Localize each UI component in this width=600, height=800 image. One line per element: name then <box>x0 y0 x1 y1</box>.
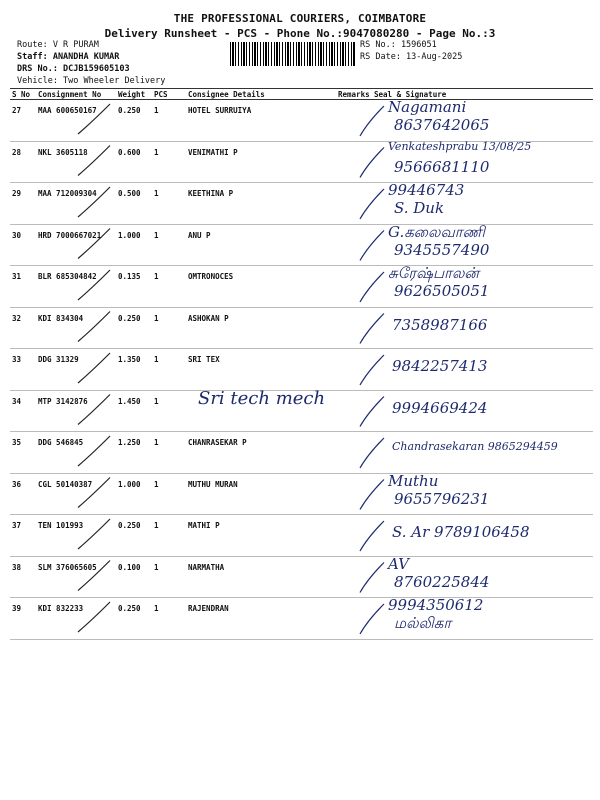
drs-number: DRS No.: DCJB159605103 <box>17 64 130 74</box>
rs-number: RS No.: 1596051 <box>360 40 437 50</box>
sno-cell: 39 <box>10 598 36 640</box>
handwritten-signature: S. Duk <box>394 199 445 217</box>
weight-cell: 0.100 <box>116 556 152 598</box>
pcs-cell: 1 <box>152 515 186 557</box>
remarks-cell <box>336 473 372 515</box>
handwritten-signature: 8637642065 <box>394 116 490 134</box>
pcs-cell: 1 <box>152 556 186 598</box>
table-row <box>10 432 593 474</box>
weight-cell: 0.250 <box>116 100 152 142</box>
remarks-cell <box>336 266 372 308</box>
rs-date: RS Date: 13-Aug-2025 <box>360 52 463 62</box>
consignment-cell: DDG 546845 <box>36 432 116 474</box>
remarks-cell <box>336 598 372 640</box>
pcs-cell: 1 <box>152 183 186 225</box>
remarks-cell <box>336 349 372 391</box>
sno-cell: 30 <box>10 224 36 266</box>
handwritten-signature: Muthu <box>388 471 439 490</box>
consignment-cell: DDG 31329 <box>36 349 116 391</box>
pcs-cell: 1 <box>152 473 186 515</box>
weight-cell: 1.250 <box>116 432 152 474</box>
consignment-cell: MAA 712009304 <box>36 183 116 225</box>
signature-cell <box>372 598 593 640</box>
table-row <box>10 224 593 266</box>
weight-cell: 0.250 <box>116 598 152 640</box>
signature-cell <box>372 556 593 598</box>
remarks-cell <box>336 515 372 557</box>
pcs-cell: 1 <box>152 224 186 266</box>
consignment-cell: MTP 3142876 <box>36 390 116 432</box>
sno-cell: 36 <box>10 473 36 515</box>
handwritten-signature: 99446743 <box>388 181 465 199</box>
pcs-cell: 1 <box>152 432 186 474</box>
remarks-cell <box>336 432 372 474</box>
remarks-cell <box>336 224 372 266</box>
table-row <box>10 141 593 183</box>
weight-cell: 0.250 <box>116 307 152 349</box>
vehicle: Vehicle: Two Wheeler Delivery <box>17 76 166 86</box>
consignee-cell: SRI TEX <box>186 349 336 391</box>
handwritten-signature: 9842257413 <box>392 357 488 375</box>
weight-cell: 0.500 <box>116 183 152 225</box>
weight-cell: 1.350 <box>116 349 152 391</box>
runsheet-info-left <box>17 39 165 87</box>
handwritten-signature: Chandrasekaran 9865294459 <box>392 440 558 453</box>
sno-cell: 34 <box>10 390 36 432</box>
consignee-cell: MATHI P <box>186 515 336 557</box>
table-row <box>10 349 593 391</box>
col-consignment: Consignment No <box>36 89 116 100</box>
remarks-cell <box>336 100 372 142</box>
signature-cell <box>372 100 593 142</box>
consignment-cell: NKL 3605118 <box>36 141 116 183</box>
handwritten-signature: S. Ar 9789106458 <box>392 523 530 541</box>
pcs-cell: 1 <box>152 598 186 640</box>
table-row <box>10 307 593 349</box>
consignment-cell: HRD 7000667021 <box>36 224 116 266</box>
sno-cell: 38 <box>10 556 36 598</box>
signature-cell <box>372 183 593 225</box>
pcs-cell: 1 <box>152 307 186 349</box>
handwritten-signature: 9566681110 <box>394 157 490 176</box>
sno-cell: 35 <box>10 432 36 474</box>
consignment-cell: KDI 834304 <box>36 307 116 349</box>
signature-cell <box>372 307 593 349</box>
sno-cell: 29 <box>10 183 36 225</box>
handwritten-signature: 9345557490 <box>394 240 490 259</box>
handwritten-note: Sri tech mech <box>198 388 326 409</box>
table-row <box>10 266 593 308</box>
table-header <box>10 89 593 100</box>
consignment-cell: SLM 376065605 <box>36 556 116 598</box>
handwritten-signature: Nagamani <box>388 98 467 116</box>
sno-cell: 28 <box>10 141 36 183</box>
weight-cell: 0.135 <box>116 266 152 308</box>
handwritten-signature: 9994350612 <box>388 596 484 614</box>
col-remarks: Remarks <box>336 89 372 100</box>
table-row <box>10 100 593 142</box>
handwritten-signature: 9626505051 <box>394 282 490 300</box>
col-signature: Seal & Signature <box>372 89 593 100</box>
runsheet-subtitle: Delivery Runsheet - PCS - Phone No.:9047080280 - Page No.:3 <box>104 27 496 40</box>
signature-cell <box>372 390 593 432</box>
consignee-cell: KEETHINA P <box>186 183 336 225</box>
sno-cell: 31 <box>10 266 36 308</box>
col-sno: S No <box>10 89 36 100</box>
table-row <box>10 598 593 640</box>
consignee-cell: VENIMATHI P <box>186 141 336 183</box>
sno-cell: 33 <box>10 349 36 391</box>
signature-cell <box>372 266 593 308</box>
consignee-cell: OMTRONOCES <box>186 266 336 308</box>
signature-cell <box>372 432 593 474</box>
handwritten-signature: சுரேஷ்பாலன் <box>388 264 479 282</box>
remarks-cell <box>336 307 372 349</box>
pcs-cell: 1 <box>152 100 186 142</box>
pcs-cell: 1 <box>152 390 186 432</box>
consignment-cell: CGL 50140387 <box>36 473 116 515</box>
consignment-cell: MAA 600650167 <box>36 100 116 142</box>
handwritten-signature: 8760225844 <box>394 572 490 591</box>
consignee-cell: RAJENDRAN <box>186 598 336 640</box>
table-row <box>10 183 593 225</box>
signature-cell <box>372 473 593 515</box>
remarks-cell <box>336 141 372 183</box>
table-row <box>10 473 593 515</box>
signature-cell <box>372 224 593 266</box>
handwritten-signature: மல்லிகா <box>394 614 452 632</box>
signature-cell <box>372 141 593 183</box>
sno-cell: 37 <box>10 515 36 557</box>
handwritten-signature: 9994669424 <box>392 398 488 417</box>
route: Route: V R PURAM <box>17 40 99 50</box>
table-row <box>10 515 593 557</box>
pcs-cell: 1 <box>152 266 186 308</box>
weight-cell: 0.600 <box>116 141 152 183</box>
col-consignee: Consignee Details <box>186 89 336 100</box>
sno-cell: 32 <box>10 307 36 349</box>
weight-cell: 1.450 <box>116 390 152 432</box>
remarks-cell <box>336 183 372 225</box>
consignee-cell: HOTEL SURRUIYA <box>186 100 336 142</box>
consignment-cell: KDI 832233 <box>36 598 116 640</box>
handwritten-signature: 9655796231 <box>394 489 490 508</box>
weight-cell: 1.000 <box>116 224 152 266</box>
delivery-table <box>10 88 593 640</box>
handwritten-signature: AV <box>388 554 409 573</box>
sno-cell: 27 <box>10 100 36 142</box>
consignment-cell: TEN 101993 <box>36 515 116 557</box>
consignee-cell: ASHOKAN P <box>186 307 336 349</box>
signature-cell <box>372 515 593 557</box>
consignment-cell: BLR 685304842 <box>36 266 116 308</box>
handwritten-signature: G.கலைவாணி <box>388 222 485 241</box>
weight-cell: 1.000 <box>116 473 152 515</box>
handwritten-signature: Venkateshprabu 13/08/25 <box>388 139 532 153</box>
barcode <box>230 42 355 66</box>
company-title: THE PROFESSIONAL COURIERS, COIMBATORE <box>173 12 427 25</box>
consignee-cell: NARMATHA <box>186 556 336 598</box>
handwritten-signature: 7358987166 <box>392 315 488 334</box>
consignee-cell: MUTHU MURAN <box>186 473 336 515</box>
remarks-cell <box>336 556 372 598</box>
runsheet-info-right <box>360 39 462 63</box>
col-pcs: PCS <box>152 89 186 100</box>
table-row <box>10 556 593 598</box>
consignee-cell: ANU P <box>186 224 336 266</box>
weight-cell: 0.250 <box>116 515 152 557</box>
pcs-cell: 1 <box>152 349 186 391</box>
col-weight: Weight <box>116 89 152 100</box>
staff: Staff: ANANDHA KUMAR <box>17 52 120 62</box>
consignee-cell: CHANRASEKAR P <box>186 432 336 474</box>
signature-cell <box>372 349 593 391</box>
remarks-cell <box>336 390 372 432</box>
pcs-cell: 1 <box>152 141 186 183</box>
